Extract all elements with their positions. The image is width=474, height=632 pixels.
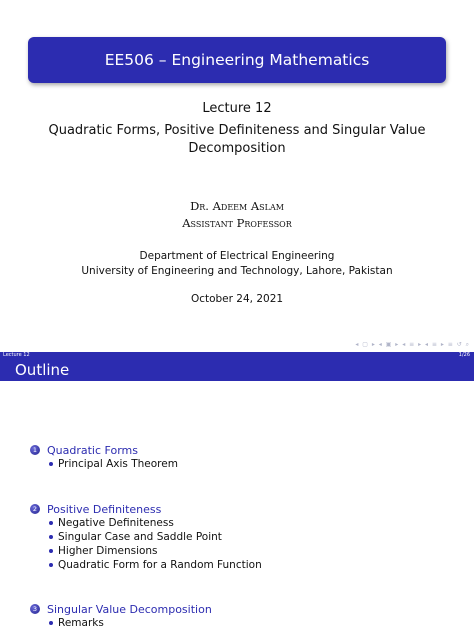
beamer-navigation-icons[interactable]: ◂ ▢ ▸ ◂ ▣ ▸ ◂ ≡ ▸ ◂ ≡ ▸ ≡ ↺ ⌕ bbox=[355, 341, 470, 348]
subsection-item[interactable]: Singular Case and Saddle Point bbox=[30, 530, 262, 544]
subsection-item[interactable]: Principal Axis Theorem bbox=[30, 457, 178, 471]
outline-slide bbox=[0, 352, 474, 632]
author-block bbox=[0, 198, 474, 232]
frame-title: Outline bbox=[15, 361, 70, 379]
section-title[interactable]: Singular Value Decomposition bbox=[47, 602, 212, 616]
institution-block bbox=[0, 249, 474, 279]
author-name: Dr. Adeem Aslam bbox=[190, 199, 284, 213]
lecture-subtitle bbox=[0, 122, 474, 158]
department: Department of Electrical Engineering bbox=[139, 250, 335, 262]
author-role: Assistant Professor bbox=[182, 216, 292, 230]
course-title: EE506 – Engineering Mathematics bbox=[104, 51, 370, 69]
section-title[interactable]: Positive Definiteness bbox=[47, 502, 162, 516]
subtitle-line-2: Decomposition bbox=[188, 141, 286, 156]
subsection-item[interactable]: Negative Definiteness bbox=[30, 516, 262, 530]
course-title-box bbox=[28, 37, 446, 83]
section-title[interactable]: Quadratic Forms bbox=[47, 443, 138, 457]
frame-title-bar bbox=[0, 359, 474, 381]
subsection-item[interactable]: Quadratic Form for a Random Function bbox=[30, 558, 262, 572]
subsection-item[interactable]: Higher Dimensions bbox=[30, 544, 262, 558]
slide-header-bar bbox=[0, 352, 474, 359]
outline-section-3[interactable] bbox=[30, 602, 212, 630]
presentation-date: October 24, 2021 bbox=[190, 293, 284, 305]
outline-section-2[interactable] bbox=[30, 502, 262, 572]
section-number-ball: 2 bbox=[30, 504, 40, 514]
university: University of Engineering and Technology, Lahore, Pakistan bbox=[81, 265, 393, 277]
header-lecture: Lecture 12 bbox=[3, 352, 30, 358]
outline-section-1[interactable] bbox=[30, 443, 178, 471]
subtitle-line-1: Quadratic Forms, Positive Definiteness and Singular Value bbox=[48, 123, 426, 138]
section-number-ball: 1 bbox=[30, 445, 40, 455]
lecture-number: Lecture 12 bbox=[202, 101, 272, 116]
section-number-ball: 3 bbox=[30, 604, 40, 614]
page-counter: 1/26 bbox=[458, 352, 470, 358]
subsection-item[interactable]: Remarks bbox=[30, 616, 212, 630]
